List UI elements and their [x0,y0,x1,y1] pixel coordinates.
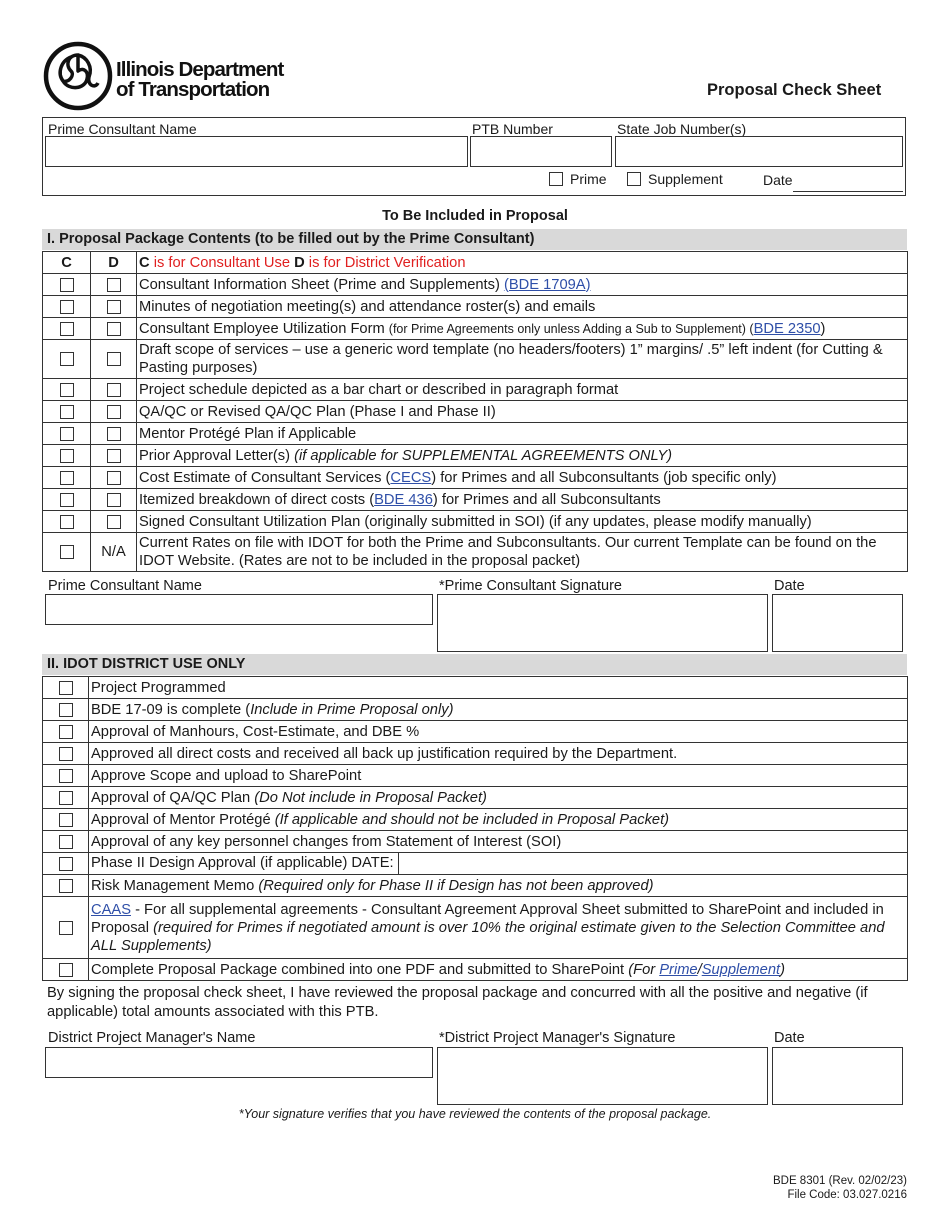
item-label: Complete Proposal Package combined into one PDF and submitted to SharePoint [91,961,629,978]
item-label: Prior Approval Letter(s) [139,447,295,464]
district-checkbox[interactable] [59,835,73,849]
ptb-number-field[interactable] [470,136,612,167]
item-label: Phase II Design Approval (if applicable) DATE: [91,853,399,874]
item-label: Approval of Mentor Protégé [91,811,275,828]
item-text [89,809,908,831]
cecs-link[interactable]: CECS [390,469,432,486]
item-text [89,699,908,721]
district-checkbox[interactable] [107,278,121,292]
item-text [89,875,908,897]
item-text [137,489,908,511]
consultant-checkbox[interactable] [60,300,74,314]
consultant-checkbox[interactable] [60,322,74,336]
idot-logo-icon [43,41,113,111]
dpm-name-field[interactable] [45,1047,433,1078]
table-row [43,875,908,897]
legend-d-text: is for District Verification [304,254,466,271]
section-1-heading: I. Proposal Package Contents (to be filled out by the Prime Consultant) [42,229,907,250]
prime-signature-field[interactable] [437,594,768,652]
table-row [43,318,908,340]
table-row [43,296,908,318]
section-1-header-row [43,252,908,274]
district-checkbox[interactable] [107,322,121,336]
prime-date-label: Date [774,578,805,594]
legend-d: D [294,254,305,271]
item-label: Approval of QA/QC Plan [91,789,255,806]
agency-line-2: of Transportation [116,78,270,101]
signature-footnote: *Your signature verifies that you have reviewed the contents of the proposal package. [238,1107,712,1121]
item-suffix: ) for Primes and all Subconsultants (job specific only) [431,469,777,486]
dpm-date-label: Date [774,1030,805,1046]
district-checkbox[interactable] [59,703,73,717]
item-text [137,274,908,296]
district-checkbox[interactable] [107,300,121,314]
prime-date-field[interactable] [772,594,903,652]
item-text [89,959,908,981]
consultant-checkbox[interactable] [60,515,74,529]
prime-name-label: Prime Consultant Name [48,578,202,594]
prime-name-field[interactable] [45,594,433,625]
item-text [89,897,908,959]
dpm-signature-label: *District Project Manager's Signature [439,1030,676,1046]
district-checkbox[interactable] [59,879,73,893]
table-row [43,743,908,765]
supplement-option [627,171,723,187]
item-label: Itemized breakdown of direct costs ( [139,491,375,508]
item-text: Mentor Protégé Plan if Applicable [137,423,908,445]
table-row [43,445,908,467]
ptb-number-label: PTB Number [472,121,553,137]
district-checkbox[interactable] [107,405,121,419]
state-job-number-label: State Job Number(s) [617,121,747,137]
item-text: QA/QC or Revised QA/QC Plan (Phase I and Phase II) [137,401,908,423]
item-note: (Required only for Phase II if Design has not been approved) [258,877,654,894]
item-text: Approve Scope and upload to SharePoint [89,765,908,787]
prime-checkbox[interactable] [549,172,563,186]
district-checkbox[interactable] [59,921,73,935]
district-checkbox[interactable] [59,769,73,783]
consultant-checkbox[interactable] [60,427,74,441]
district-checkbox[interactable] [59,813,73,827]
item-note: Include in Prime Proposal only) [250,701,454,718]
item-text: Signed Consultant Utilization Plan (originally submitted in SOI) (if any updates, please modify manually) [137,511,908,533]
prime-consultant-name-field[interactable] [45,136,468,167]
consultant-checkbox[interactable] [60,383,74,397]
item-note: (required for Primes if negotiated amount is over 10% the original estimate given to the Selection Committee and ALL Supplements) [91,919,885,954]
district-checkbox[interactable] [107,352,121,366]
na-label: N/A [91,533,137,572]
table-row [43,379,908,401]
file-code: File Code: 03.027.0216 [787,1189,907,1201]
item-text [137,445,908,467]
section-2-heading: II. IDOT DISTRICT USE ONLY [42,654,907,675]
dpm-date-field[interactable] [772,1047,903,1105]
info-date-label: Date [763,172,793,188]
table-row [43,897,908,959]
item-suffix: ) for Primes and all Subconsultants [432,491,661,508]
table-row [43,787,908,809]
legend-c: C [139,254,150,271]
item-text: Project Programmed [89,677,908,699]
agency-name [116,60,283,100]
item-suffix: ) [780,961,785,978]
table-row [43,340,908,379]
district-checkbox[interactable] [59,791,73,805]
to-be-included-heading: To Be Included in Proposal [382,208,568,224]
item-label: Consultant Employee Utilization Form [139,320,389,337]
table-row [43,721,908,743]
agency-line-1: Illinois Department [116,58,284,81]
item-text [89,853,908,875]
supplement-option-label: Supplement [648,171,723,187]
table-row [43,699,908,721]
item-note: (If applicable and should not be included in Proposal Packet) [274,811,670,828]
district-checkbox[interactable] [107,493,121,507]
item-text: Approved all direct costs and received all back up justification required by the Department. [89,743,908,765]
dpm-name-label: District Project Manager's Name [48,1030,256,1046]
state-job-number-field[interactable] [615,136,903,167]
bde-436-link[interactable]: BDE 436 [374,491,433,508]
table-row [43,831,908,853]
table-row [43,467,908,489]
consultant-info-box [42,117,906,196]
table-row [43,401,908,423]
form-number: BDE 8301 (Rev. 02/02/23) [772,1175,907,1187]
district-checkbox[interactable] [59,725,73,739]
col-c-header: C [43,252,91,274]
item-label: BDE 17-09 is complete ( [91,701,251,718]
district-checkbox[interactable] [59,681,73,695]
district-checkbox[interactable] [107,427,121,441]
consultant-checkbox[interactable] [60,449,74,463]
item-text: Project schedule depicted as a bar chart or described in paragraph format [137,379,908,401]
col-d-header: D [91,252,137,274]
item-label: - For all supplemental agreements - Consultant Agreement Approval Sheet submitted to SharePoint and included in Proposal [91,901,884,936]
item-text: Current Rates on file with IDOT for both the Prime and Subconsultants. Our current Template can be found on the IDOT Website. (Rates are not to be included in the proposal packet) [137,533,908,572]
item-text: Minutes of negotiation meeting(s) and attendance roster(s) and emails [137,296,908,318]
item-note: (Do Not include in Proposal Packet) [254,789,487,806]
supplement-link[interactable]: Supplement [701,961,781,978]
info-date-field[interactable] [793,191,903,192]
legend-cell [137,252,908,274]
consultant-checkbox[interactable] [60,278,74,292]
bde-2350-link[interactable]: BDE 2350 [753,320,821,337]
table-row [43,765,908,787]
table-row [43,511,908,533]
signing-statement: By signing the proposal check sheet, I have reviewed the proposal package and concurred with all the positive and negative (if applicable) total amounts associated with this PTB. [47,985,868,1020]
item-label: Cost Estimate of Consultant Services ( [139,469,391,486]
consultant-checkbox[interactable] [60,405,74,419]
table-row [43,809,908,831]
table-row [43,274,908,296]
table-row [43,959,908,981]
district-checkbox[interactable] [59,747,73,761]
item-text [137,318,908,340]
item-text: Approval of Manhours, Cost-Estimate, and DBE % [89,721,908,743]
district-checkbox[interactable] [59,963,73,977]
phase-2-date-field[interactable] [399,853,907,874]
consultant-checkbox[interactable] [60,545,74,559]
bde-1709a-link[interactable]: (BDE 1709A) [503,276,591,293]
caas-link[interactable]: CAAS [91,901,131,918]
item-label: Consultant Information Sheet (Prime and Supplements) [139,276,504,293]
consultant-checkbox[interactable] [60,493,74,507]
prime-consultant-name-label: Prime Consultant Name [48,121,197,137]
form-code [773,1174,907,1202]
item-text: Approval of any key personnel changes from Statement of Interest (SOI) [89,831,908,853]
item-text [89,787,908,809]
table-row [43,677,908,699]
table-row [43,489,908,511]
supplement-checkbox[interactable] [627,172,641,186]
table-row [43,853,908,875]
district-checkbox[interactable] [107,449,121,463]
consultant-checkbox[interactable] [60,352,74,366]
item-note: (For [628,961,660,978]
item-note: (for Prime Agreements only unless Adding a Sub to Supplement) ( [388,321,754,336]
table-row [43,423,908,445]
prime-link[interactable]: Prime [659,961,698,978]
section-1-table [42,251,908,572]
table-row [43,533,908,572]
district-checkbox[interactable] [107,515,121,529]
dpm-signature-field[interactable] [437,1047,768,1105]
item-text [137,467,908,489]
legend-c-text: is for Consultant Use [149,254,295,271]
district-checkbox[interactable] [107,383,121,397]
item-suffix: ) [820,320,826,337]
prime-signature-label: *Prime Consultant Signature [439,578,622,594]
consultant-checkbox[interactable] [60,471,74,485]
item-text: Draft scope of services – use a generic word template (no headers/footers) 1” margins/ .5” left indent (for Cutting & Pasting purposes) [137,340,908,379]
prime-option-label: Prime [570,171,607,187]
district-checkbox[interactable] [107,471,121,485]
item-note: (if applicable for SUPPLEMENTAL AGREEMENTS ONLY) [294,447,673,464]
item-separator: / [697,961,702,978]
district-checkbox[interactable] [59,857,73,871]
prime-option [549,171,607,187]
section-2-table [42,676,908,981]
item-label: Risk Management Memo [91,877,259,894]
document-title: Proposal Check Sheet [707,81,882,99]
